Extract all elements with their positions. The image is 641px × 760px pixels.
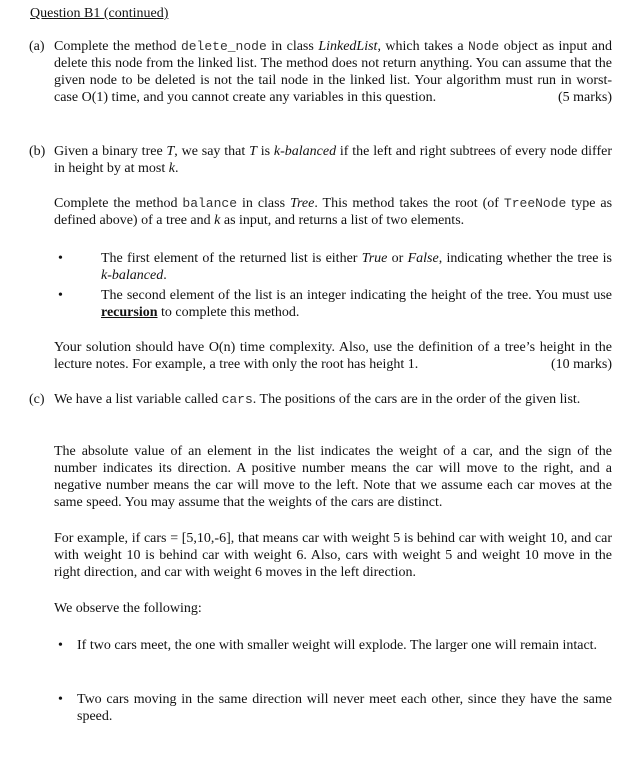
part-b-complexity <box>54 339 612 373</box>
part-a-marks: (5 marks) <box>557 90 612 105</box>
text-span: is <box>256 144 274 159</box>
text-span: . <box>163 268 167 283</box>
part-c-intro <box>54 391 612 408</box>
part-b-bullet-2 <box>101 287 612 321</box>
part-a-text <box>54 38 612 106</box>
part-c-label: (c) <box>29 392 45 407</box>
part-a-label: (a) <box>29 39 45 54</box>
text-span: The second element of the list is an integer indicating the height of the tree. You must use <box>101 288 612 303</box>
italic-false: False <box>407 251 439 266</box>
class-name-linkedlist: LinkedList <box>318 39 378 54</box>
italic-k: k <box>168 161 175 176</box>
text-span: Given a binary tree <box>54 144 167 159</box>
text-span: , which takes a <box>377 39 469 54</box>
text-span: in class <box>237 196 290 211</box>
text-span: as input, and returns a list of two elements. <box>220 213 465 228</box>
text-span: . <box>174 161 179 176</box>
part-c-observe: We observe the following: <box>54 601 202 616</box>
bullet-icon: • <box>58 251 63 266</box>
text-span: to complete this method. <box>157 305 300 320</box>
text-span: . The positions of the cars are in the order of the given list. <box>252 392 581 407</box>
text-span: We have a list variable called <box>54 392 222 407</box>
text-span: , indicating whether the tree is <box>438 251 613 266</box>
term-k-balanced: k-balanced <box>273 144 337 159</box>
term-k-balanced: k-balanced <box>101 268 164 283</box>
part-b-description <box>54 195 612 229</box>
class-name-tree: Tree <box>289 196 315 211</box>
part-b-bullet-1 <box>101 250 612 284</box>
text-span: Your solution should have O(n) time complexity. Also, use the definition of a tree’s height in the lecture notes. For example, a tree with only the root has height 1. <box>54 340 612 372</box>
bullet-icon: • <box>58 288 63 303</box>
part-c-weights-paragraph: The absolute value of an element in the list indicates the weight of a car, and the sign of the number indicates its direction. A positive number means the car will move to the right, and a negative number means the car will move to the left. Note that we assume each car moves at the same speed. You may assume that the weights of the cars are distinct. <box>54 444 612 510</box>
text-span: in class <box>266 39 319 54</box>
part-b-label: (b) <box>29 144 46 159</box>
emphasis-recursion: recursion <box>101 305 158 320</box>
text-span: , we say that <box>174 144 250 159</box>
italic-true: True <box>361 251 388 266</box>
italic-k: k <box>214 213 221 228</box>
code-delete-node: delete_node <box>180 39 267 54</box>
code-cars: cars <box>221 392 253 407</box>
part-b-intro <box>54 143 612 177</box>
text-span: type as defined above) of a tree and <box>54 196 613 228</box>
part-c-example-paragraph: For example, if cars = [5,10,-6], that means car with weight 5 is behind car with weight 10, and car with weight 10 is behind car with weight 6. Also, cars with weight 5 and weight 10 move in the right direction, and car with weight 6 moves in the left direction. <box>54 531 612 580</box>
part-c-bullet-2: Two cars moving in the same direction will never meet each other, since they have the same speed. <box>77 692 612 724</box>
text-span: if the left and right subtrees of every node differ in height by at most <box>54 144 612 176</box>
page-heading: Question B1 (continued) <box>30 6 169 21</box>
text-span: . This method takes the root (of <box>314 196 504 211</box>
bullet-icon: • <box>58 692 63 707</box>
text-span: The first element of the returned list is either <box>101 251 362 266</box>
text-span: Complete the method <box>54 39 181 54</box>
text-span: Complete the method <box>54 196 183 211</box>
part-b-marks: (10 marks) <box>550 357 612 372</box>
italic-T: T <box>166 144 175 159</box>
part-c-bullet-1: If two cars meet, the one with smaller weight will explode. The larger one will remain intact. <box>77 638 598 653</box>
code-node: Node <box>468 39 500 54</box>
code-treenode: TreeNode <box>503 196 567 211</box>
bullet-icon: • <box>58 638 63 653</box>
text-span: object as input and delete this node from the linked list. The method does not return anything. You can assume that the given node to be deleted is not the tail node in the linked list. Your algorithm must run in worst-case O(1) time, and you cannot create any variables in this question. <box>54 39 613 105</box>
text-span: or <box>387 251 408 266</box>
code-balance: balance <box>182 196 238 211</box>
italic-T: T <box>249 144 257 159</box>
